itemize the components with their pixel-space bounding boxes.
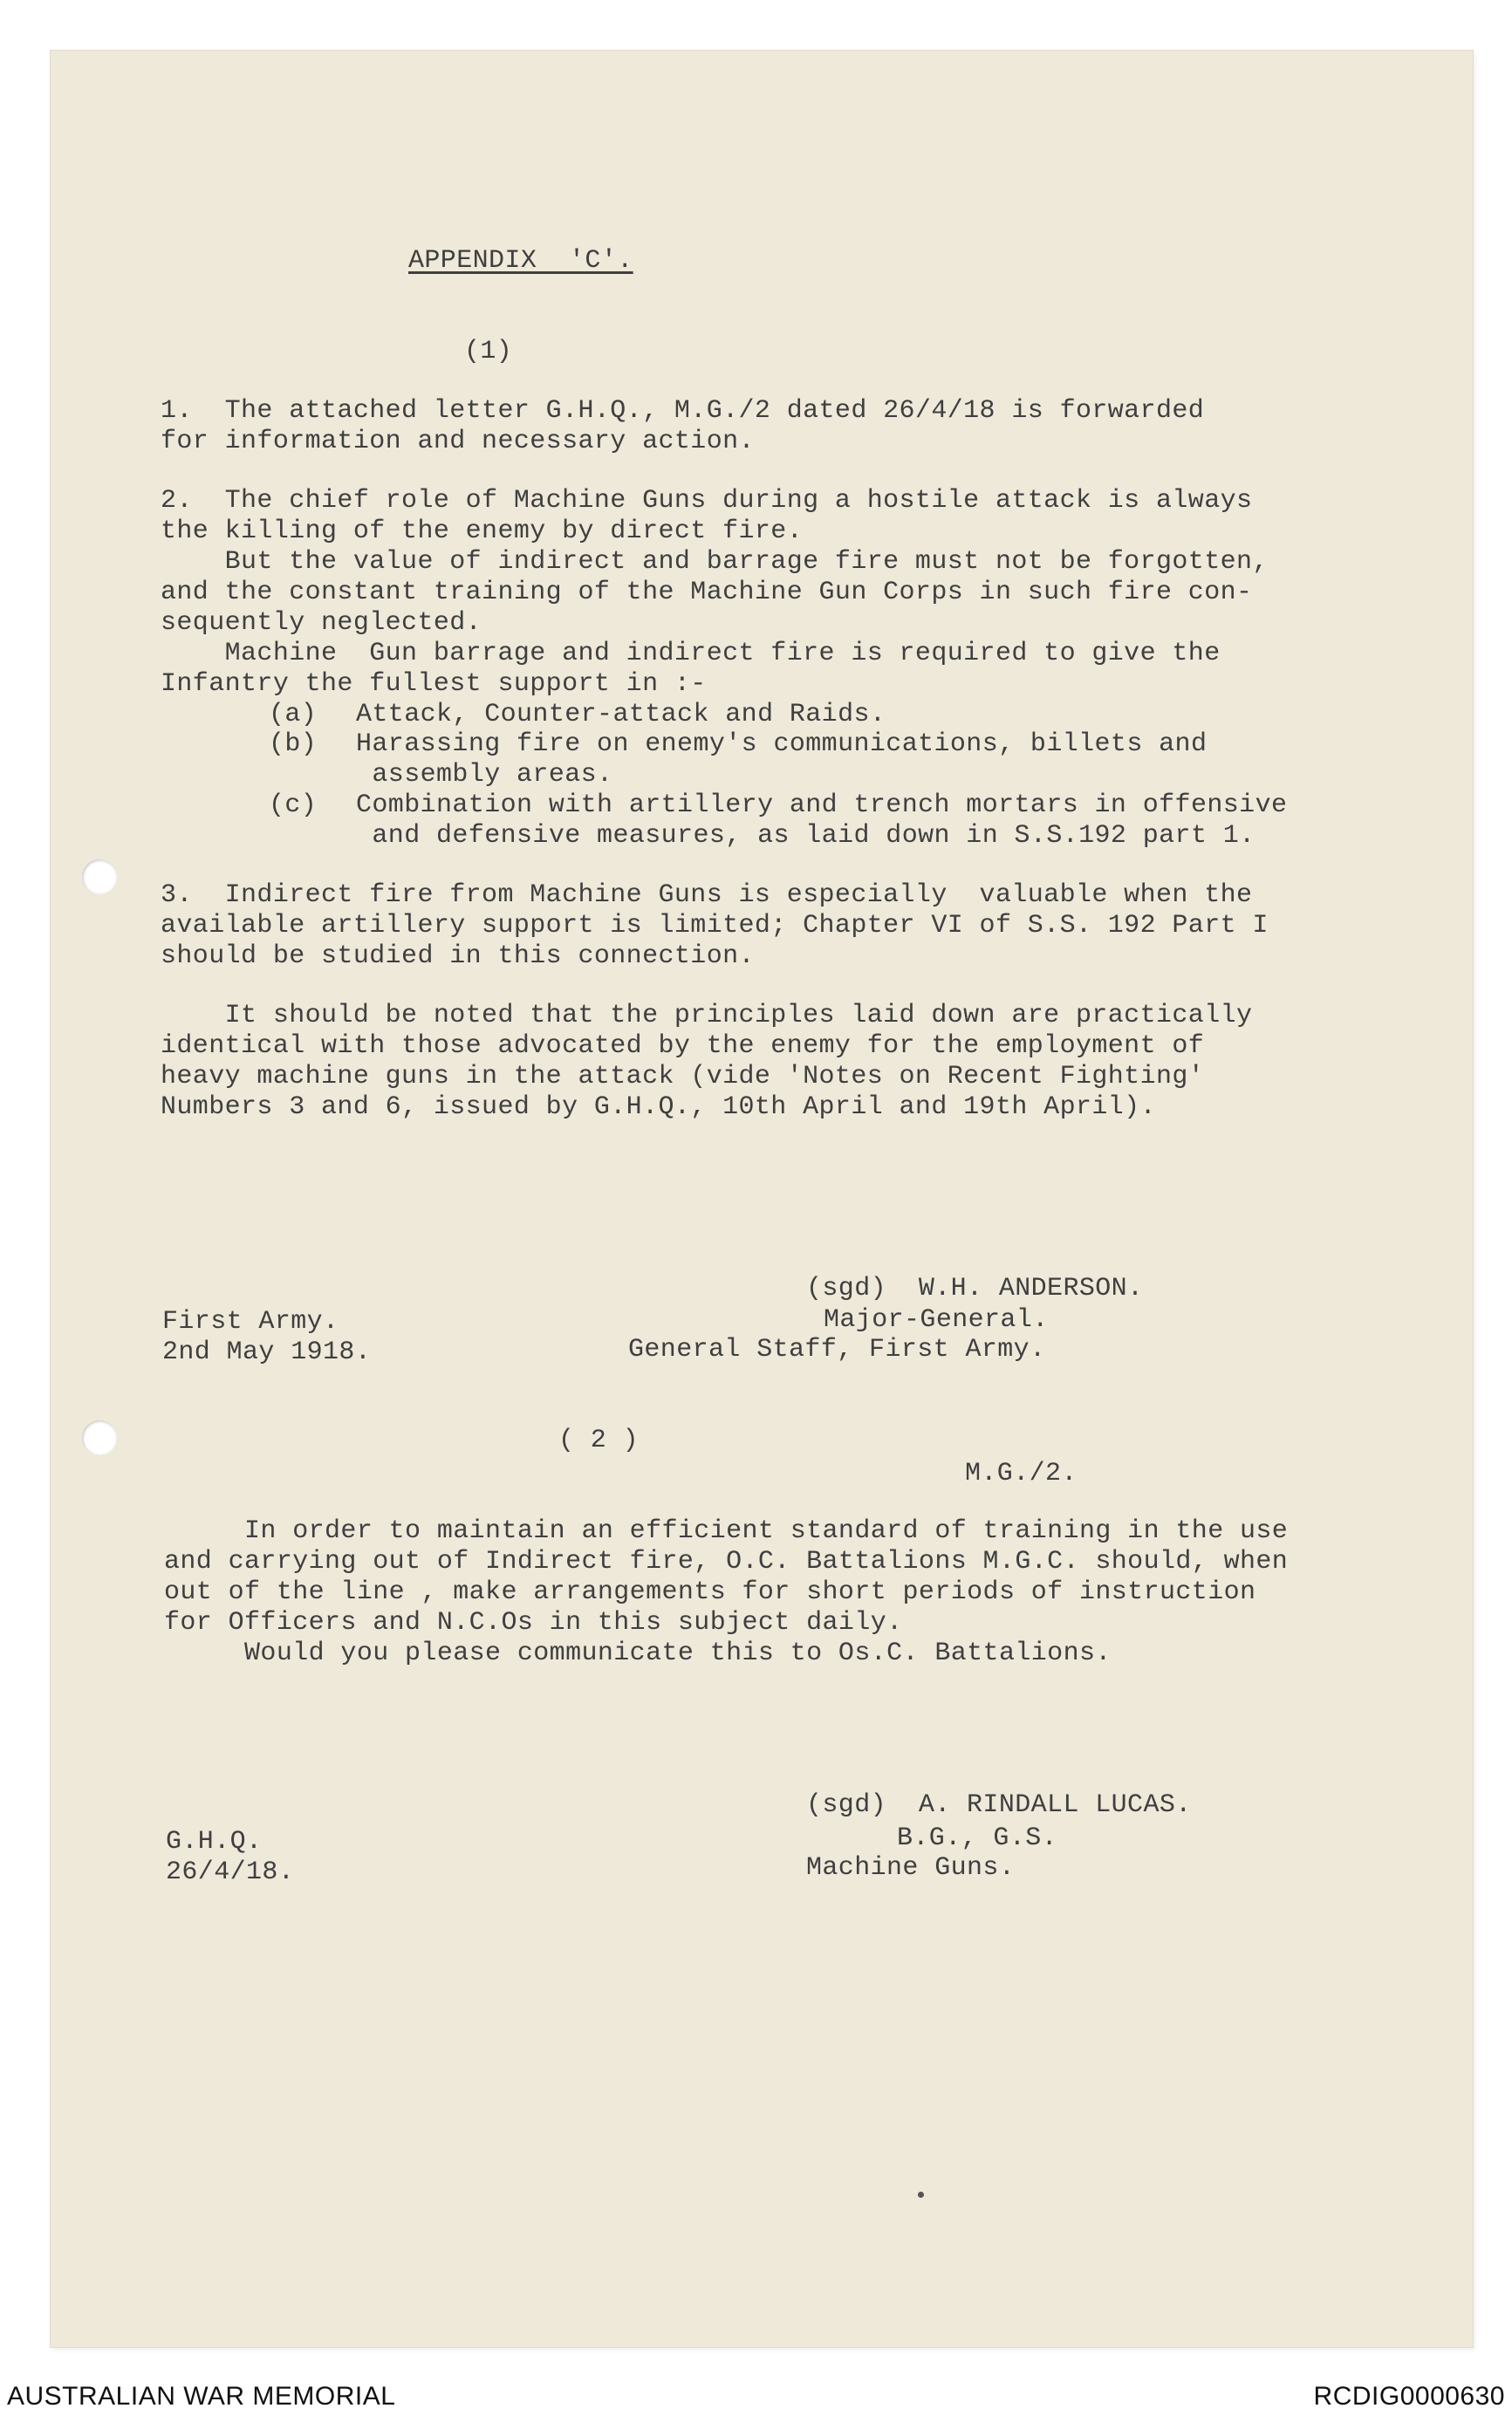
part1-paragraph-2: 2. The chief role of Machine Guns during a hostile attack is always the killing of the enemy by direct fire. But the value of indirect and barrage fire must not be forgotten, and the constant training of the Machine Gun Corps in such fire con- sequently neglected. Machine Gun barrage and indirect fire is required to give the Infantry the fullest support in :- (161, 486, 1269, 699)
part1-signature-rank: Major-General. (824, 1305, 1049, 1335)
list-item-b-label: (b) (269, 729, 318, 759)
part2-signature-rank: B.G., G.S. (897, 1823, 1058, 1853)
list-item-c-label: (c) (269, 790, 318, 820)
part1-paragraph-1: 1. The attached letter G.H.Q., M.G./2 dated 26/4/18 is forwarded for information and necessary action. (161, 396, 1205, 456)
paper-mark (918, 2192, 924, 2198)
footer-record-id: RCDIG0000630 (1313, 2382, 1505, 2411)
part1-place-date: First Army. 2nd May 1918. (162, 1307, 372, 1367)
part1-signature-name: (sgd) W.H. ANDERSON. (806, 1274, 1144, 1303)
part2-signature-role: Machine Guns. (806, 1853, 1016, 1883)
list-item-a-label: (a) (269, 700, 318, 729)
punch-hole-top (82, 859, 117, 894)
part2-marker: ( 2 ) (558, 1426, 640, 1455)
part1-marker: (1) (464, 337, 513, 366)
document-heading: APPENDIX 'C'. (408, 246, 633, 276)
part1-signature-role: General Staff, First Army. (628, 1335, 1046, 1365)
footer-archive-name: AUSTRALIAN WAR MEMORIAL (7, 2382, 396, 2411)
part1-paragraph-4: It should be noted that the principles laid down are practically identical with those advocated by the enemy for the employment of heavy machine guns in the attack (vide 'Notes on Recent Fighting' Numbers 3 and 6, issued by G.H.Q., 10th April and 19th April). (161, 1001, 1253, 1122)
list-item-b-text: Harassing fire on enemy's communications, billets and assembly areas. (356, 729, 1208, 790)
part2-body: In order to maintain an efficient standard of training in the use and carrying out of Indirect fire, O.C. Battalions M.G.C. should, when out of the line , make arrangements for short periods of instruction for Officers and N.C.Os in this subject daily. Would you please communicate this to Os.C. Battalions. (164, 1516, 1289, 1668)
part2-signature-name: (sgd) A. RINDALL LUCAS. (806, 1790, 1192, 1820)
document-page (51, 51, 1473, 2347)
punch-hole-bottom (82, 1420, 117, 1455)
part2-place-date: G.H.Q. 26/4/18. (166, 1827, 295, 1887)
part2-reference: M.G./2. (965, 1459, 1078, 1488)
list-item-c-text: Combination with artillery and trench mortars in offensive and defensive measures, as laid down in S.S.192 part 1. (356, 790, 1288, 851)
part1-paragraph-3: 3. Indirect fire from Machine Guns is especially valuable when the available artillery support is limited; Chapter VI of S.S. 192 Part I should be studied in this connection. (161, 880, 1269, 971)
list-item-a-text: Attack, Counter-attack and Raids. (356, 700, 886, 729)
